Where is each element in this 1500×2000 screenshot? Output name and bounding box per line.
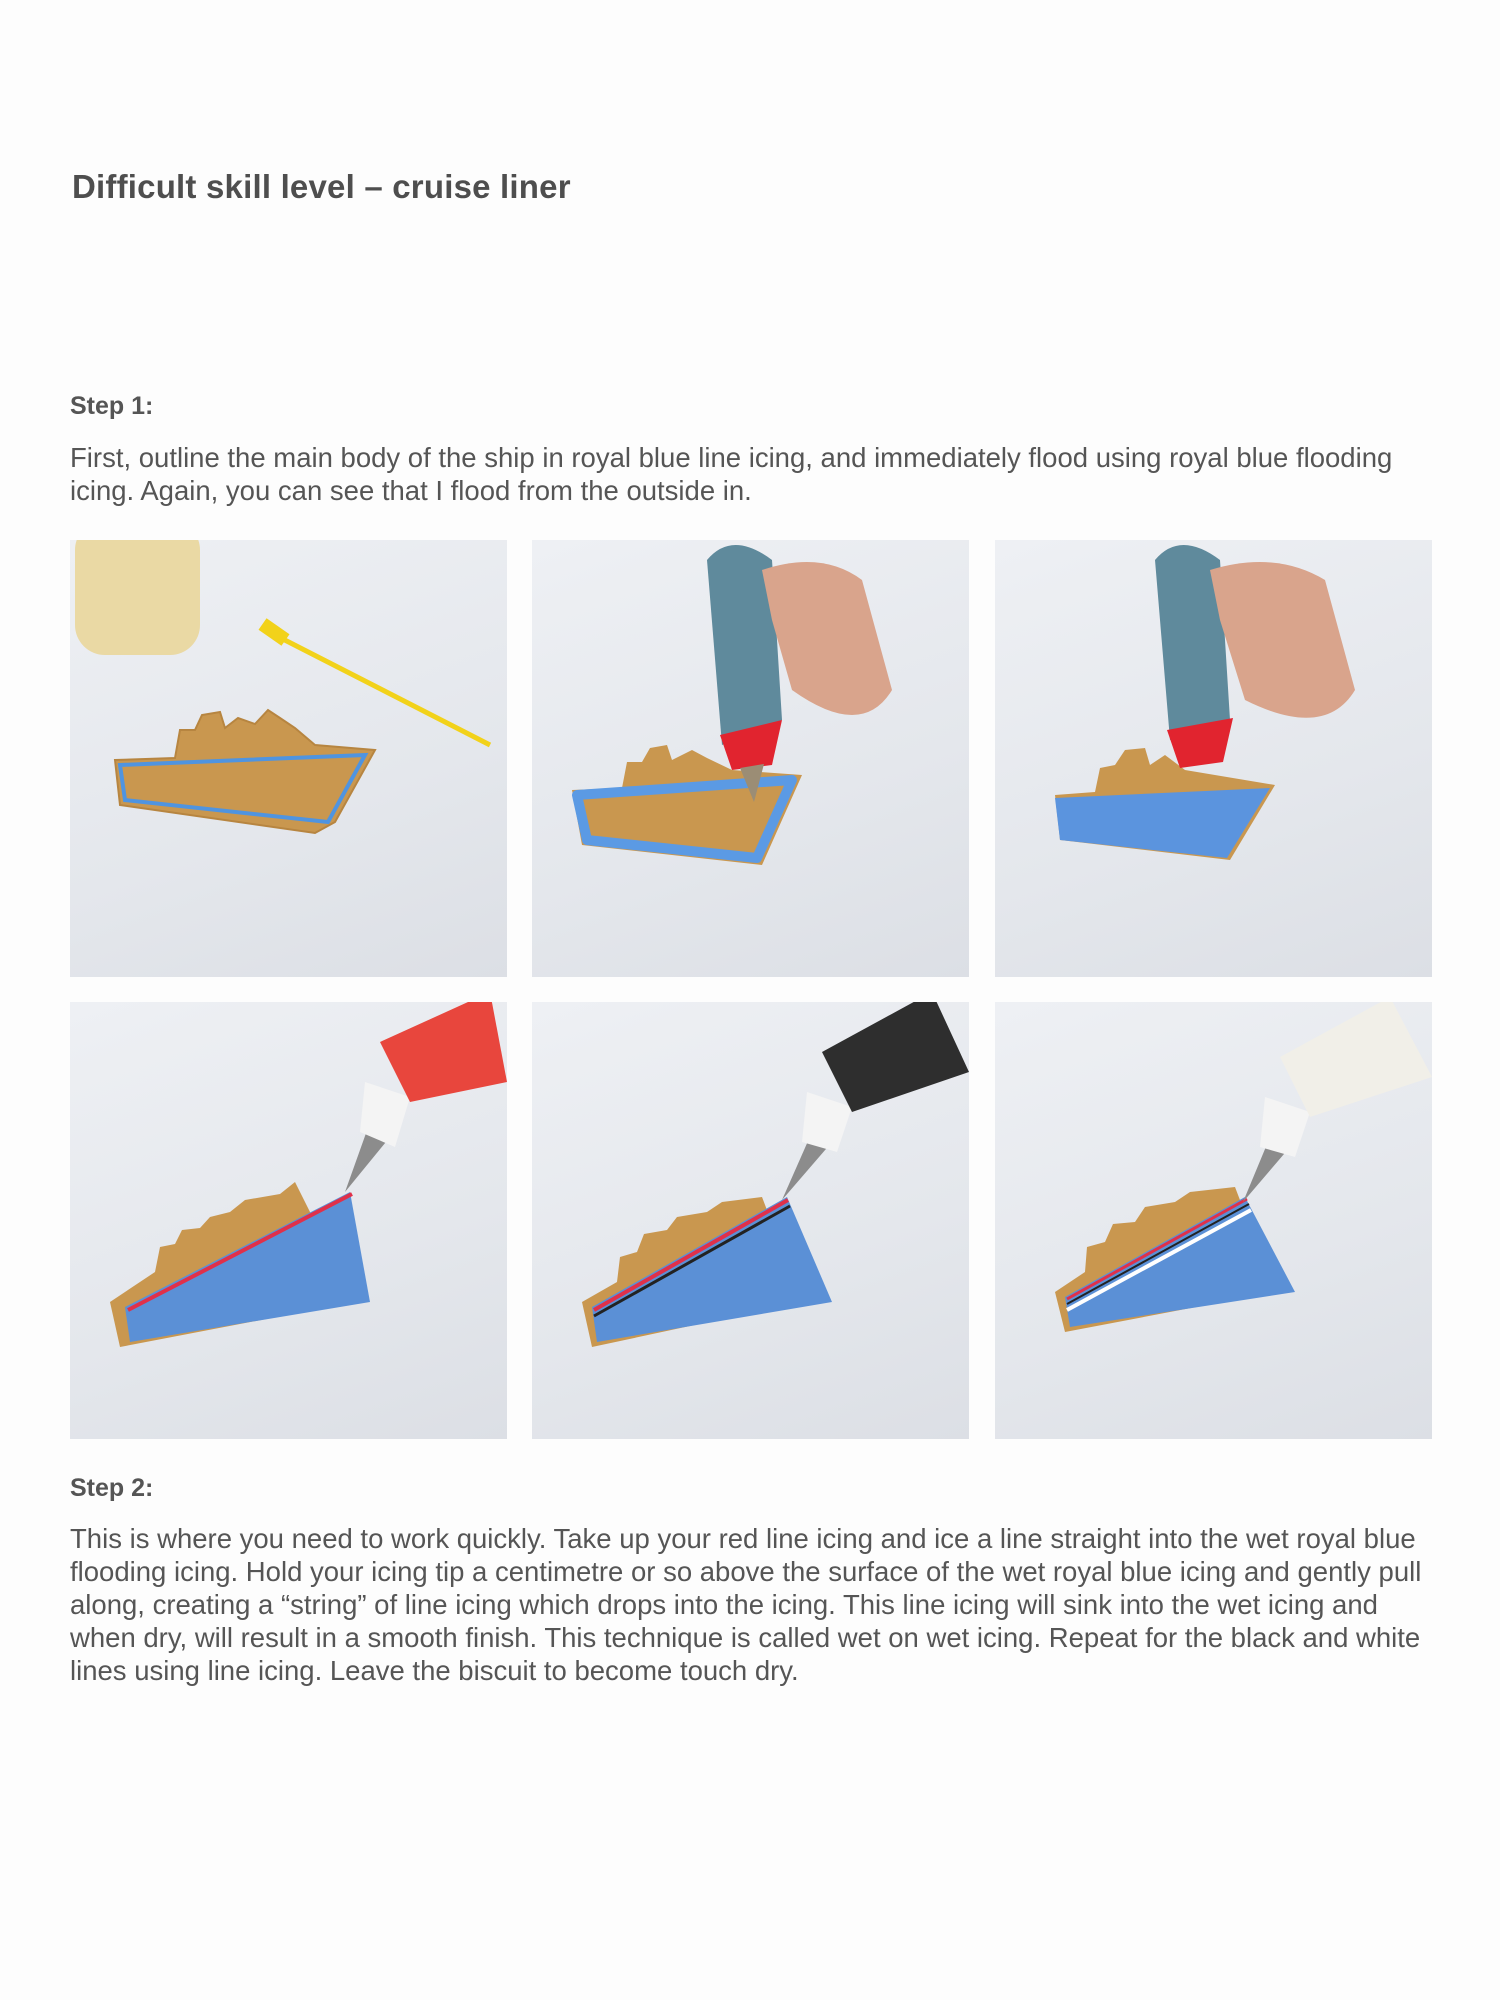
photo-white-line [995,1002,1432,1439]
page-title: Difficult skill level – cruise liner [72,168,571,205]
scribe-tool [275,635,490,745]
photo-black-line [532,1002,969,1439]
hand [1210,562,1355,718]
photo-white-line-image [995,1002,1432,1439]
step2-text: This is where you need to work quickly. Take up your red line icing and ice a line straight into the wet royal blue flooding icing. Hold your icing tip a centimetre or so above the surface of the wet royal blue icing and gently pull along, creating a “string” of line icing which drops into the icing. This line icing will sink into the wet icing and when dry, will result in a smooth finish. This technique is called wet on wet icing. Repeat for the black and white lines using line icing. Leave the biscuit to become touch dry. [70,1523,1422,1686]
photo-black-line-image [532,1002,969,1439]
step1-text: First, outline the main body of the ship in royal blue line icing, and immediately flood using royal blue flooding icing. Again, you can see that I flood from the outside in. [70,442,1393,506]
white-piping-bag [1280,1002,1432,1117]
photo-flooding-image [995,540,1432,977]
squeeze-bottle [75,540,200,655]
photo-red-line-image [70,1002,507,1439]
photo-outlined-biscuit-image [70,540,507,977]
black-piping-bag [822,1002,969,1112]
blue-flood [1055,788,1270,858]
photo-outlining-image [532,540,969,977]
photo-outlined-biscuit [70,540,507,977]
photo-outlining [532,540,969,977]
photo-flooding [995,540,1432,977]
hand [762,562,892,715]
coupler [1260,1097,1310,1157]
photo-red-line [70,1002,507,1439]
step2-heading: Step 2: [70,1474,154,1502]
step1-heading: Step 1: [70,392,154,420]
red-piping-bag [380,1002,507,1102]
coupler [802,1092,852,1152]
